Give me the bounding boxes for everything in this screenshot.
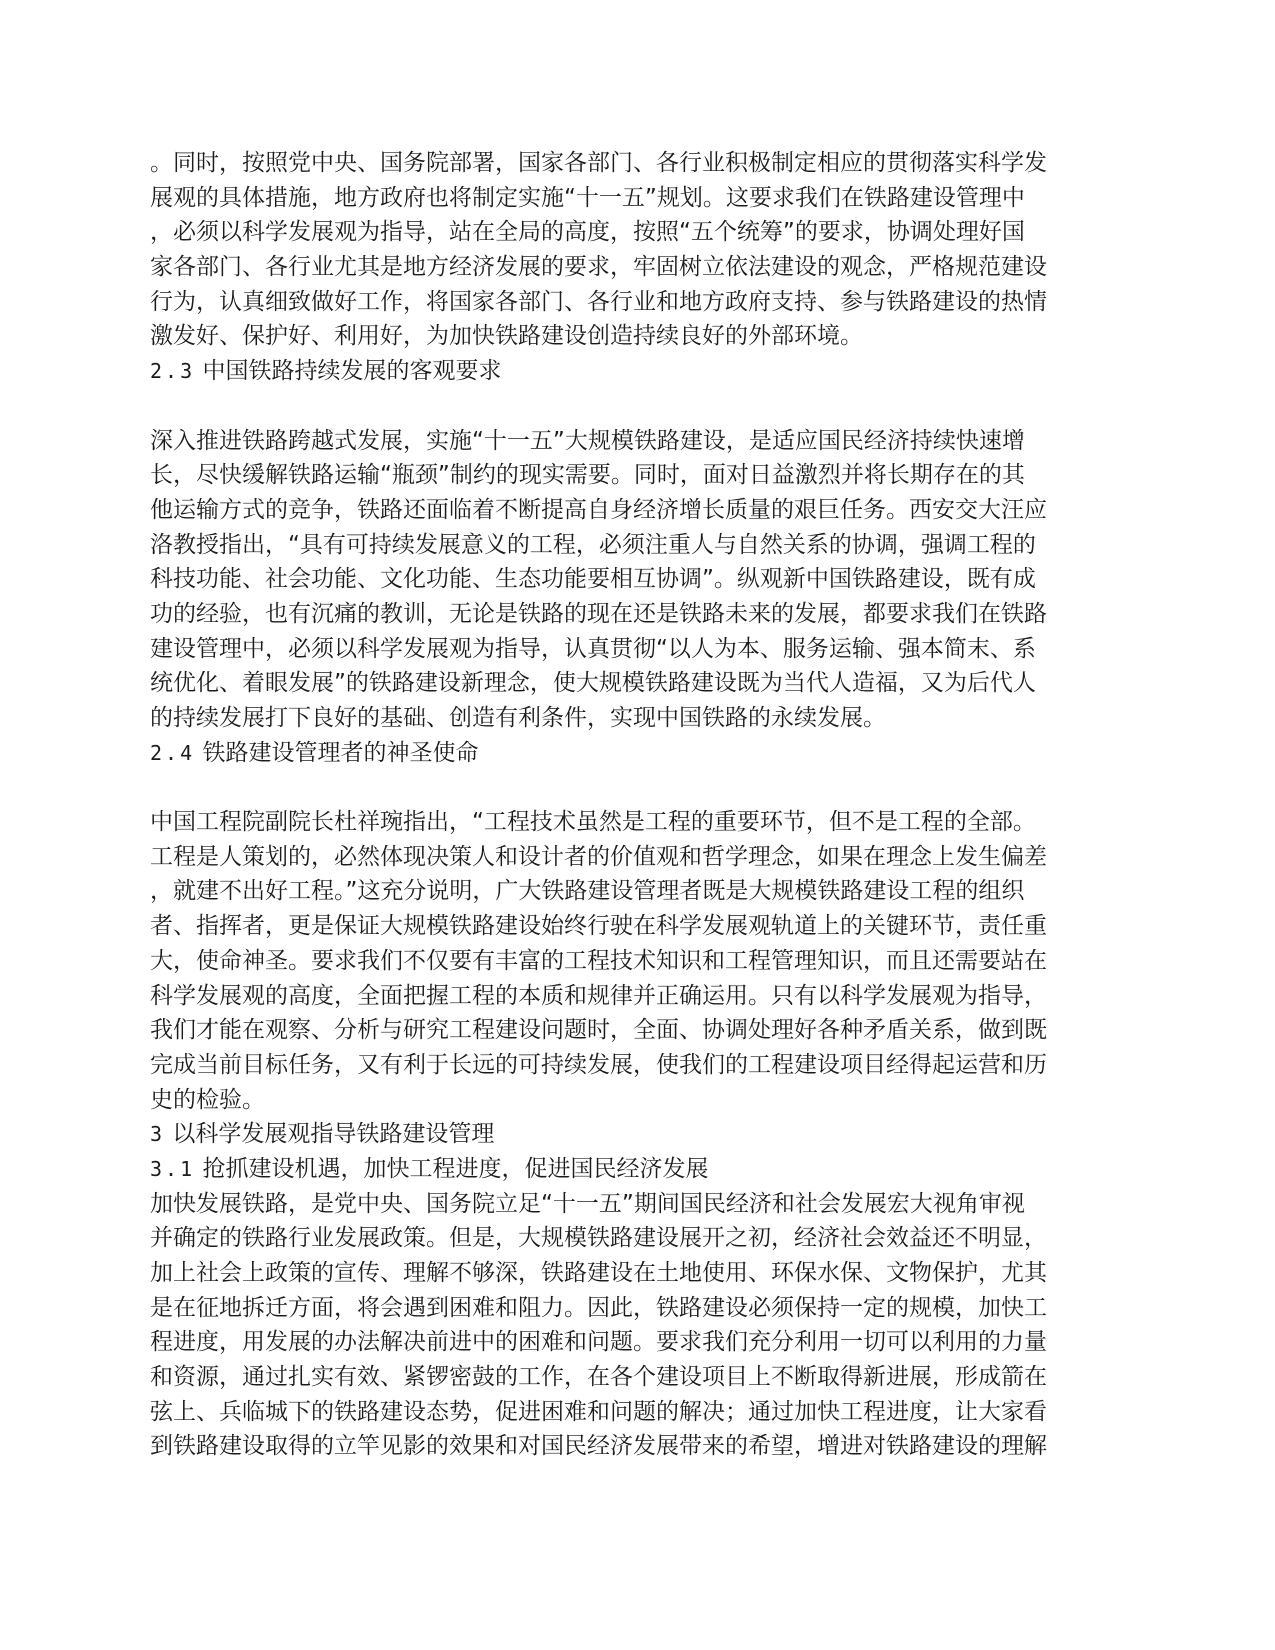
section-number: 2.3 xyxy=(150,359,196,384)
section-number: 2.4 xyxy=(150,740,196,765)
paragraph-line: 并确定的铁路行业发展政策。但是，大规模铁路建设展开之初，经济社会效益还不明显， xyxy=(150,1225,1047,1252)
section-number: 3.1 xyxy=(150,1156,196,1181)
document-body xyxy=(150,146,1135,1464)
paragraph-line: 到铁路建设取得的立竿见影的效果和对国民经济发展带来的希望，增进对铁路建设的理解 xyxy=(150,1433,1047,1460)
paragraph-line: 深入推进铁路跨越式发展，实施“十一五”大规模铁路建设，是适应国民经济持续快速增 xyxy=(150,427,1025,454)
paragraph-line: 大，使命神圣。要求我们不仅要有丰富的工程技术知识和工程管理知识，而且还需要站在 xyxy=(150,947,1047,974)
paragraph-line: 统优化、着眼发展”的铁路建设新理念，使大规模铁路建设既为当代人造福，又为后代人 xyxy=(150,670,1036,697)
section-heading xyxy=(150,354,1135,389)
paragraph-line: 长，尽快缓解铁路运输“瓶颈”制约的现实需要。同时，面对日益激烈并将长期存在的其 xyxy=(150,462,1025,489)
section-number: 3 xyxy=(150,1122,166,1147)
paragraph xyxy=(150,146,1135,354)
paragraph-line: 激发好、保护好、利用好，为加快铁路建设创造持续良好的外部环境。 xyxy=(150,323,863,350)
paragraph-line: 。同时，按照党中央、国务院部署，国家各部门、各行业积极制定相应的贯彻落实科学发 xyxy=(150,150,1047,176)
paragraph-line: 我们才能在观察、分析与研究工程建设问题时，全面、协调处理好各种矛盾关系，做到既 xyxy=(150,1017,1047,1044)
paragraph-line: 工程是人策划的，必然体现决策人和设计者的价值观和哲学理念，如果在理念上发生偏差 xyxy=(150,843,1047,870)
paragraph-line: 弦上、兵临城下的铁路建设态势，促进困难和问题的解决；通过加快工程进度，让大家看 xyxy=(150,1398,1047,1425)
section-title: 铁路建设管理者的神圣使命 xyxy=(202,739,479,766)
paragraph-line: 功的经验，也有沉痛的教训，无论是铁路的现在还是铁路未来的发展，都要求我们在铁路 xyxy=(150,600,1047,627)
paragraph-line: ，必须以科学发展观为指导，站在全局的高度，按照“五个统筹”的要求，协调处理好国 xyxy=(150,219,1025,246)
blank-line xyxy=(150,770,1135,805)
paragraph-line: 行为，认真细致做好工作，将国家各部门、各行业和地方政府支持、参与铁路建设的热情 xyxy=(150,288,1047,315)
paragraph-line: 加快发展铁路，是党中央、国务院立足“十一五”期间国民经济和社会发展宏大视角审视 xyxy=(150,1190,1025,1217)
section-title: 以科学发展观指导铁路建设管理 xyxy=(172,1121,495,1148)
section-title: 中国铁路持续发展的客观要求 xyxy=(202,358,502,385)
paragraph-line: 洛教授指出，“具有可持续发展意义的工程，必须注重人与自然关系的协调，强调工程的 xyxy=(150,531,1036,558)
paragraph xyxy=(150,805,1135,1117)
paragraph-line: 科学发展观的高度，全面把握工程的本质和规律并正确运用。只有以科学发展观为指导， xyxy=(150,982,1047,1009)
paragraph-line: 是在征地拆迁方面，将会遇到困难和阻力。因此，铁路建设必须保持一定的规模，加快工 xyxy=(150,1294,1047,1321)
paragraph-line: 中国工程院副院长杜祥琬指出，“工程技术虽然是工程的重要环节，但不是工程的全部。 xyxy=(150,809,1036,836)
section-heading xyxy=(150,1152,1135,1187)
paragraph-line: 展观的具体措施，地方政府也将制定实施“十一五”规划。这要求我们在铁路建设管理中 xyxy=(150,184,1025,211)
section-heading xyxy=(150,736,1135,771)
section-title: 抢抓建设机遇，加快工程进度，促进国民经济发展 xyxy=(202,1155,709,1182)
blank-line xyxy=(150,389,1135,424)
paragraph-line: 加上社会上政策的宣传、理解不够深，铁路建设在土地使用、环保水保、文物保护，尤其 xyxy=(150,1260,1047,1286)
paragraph-line: 史的检验。 xyxy=(150,1086,265,1113)
paragraph-line: 他运输方式的竞争，铁路还面临着不断提高自身经济增长质量的艰巨任务。西安交大汪应 xyxy=(150,496,1047,523)
paragraph-line: 建设管理中，必须以科学发展观为指导，认真贯彻“以人为本、服务运输、强本简末、系 xyxy=(150,635,1036,662)
section-heading xyxy=(150,1117,1135,1152)
paragraph-line: 完成当前目标任务，又有利于长远的可持续发展，使我们的工程建设项目经得起运营和历 xyxy=(150,1051,1047,1078)
paragraph-line: 和资源，通过扎实有效、紧锣密鼓的工作，在各个建设项目上不断取得新进展，形成箭在 xyxy=(150,1364,1047,1391)
paragraph-line: 家各部门、各行业尤其是地方经济发展的要求，牢固树立依法建设的观念，严格规范建设 xyxy=(150,254,1047,281)
paragraph-line: 程进度，用发展的办法解决前进中的困难和问题。要求我们充分利用一切可以利用的力量 xyxy=(150,1329,1047,1356)
paragraph-line: 科技功能、社会功能、文化功能、生态功能要相互协调”。纵观新中国铁路建设，既有成 xyxy=(150,566,1036,593)
paragraph xyxy=(150,1187,1135,1465)
paragraph-line: 的持续发展打下良好的基础、创造有利条件，实现中国铁路的永续发展。 xyxy=(150,705,886,731)
paragraph xyxy=(150,424,1135,736)
paragraph-line: ，就建不出好工程。”这充分说明，广大铁路建设管理者既是大规模铁路建设工程的组织 xyxy=(150,878,1025,905)
paragraph-line: 者、指挥者，更是保证大规模铁路建设始终行驶在科学发展观轨道上的关键环节，责任重 xyxy=(150,913,1047,940)
